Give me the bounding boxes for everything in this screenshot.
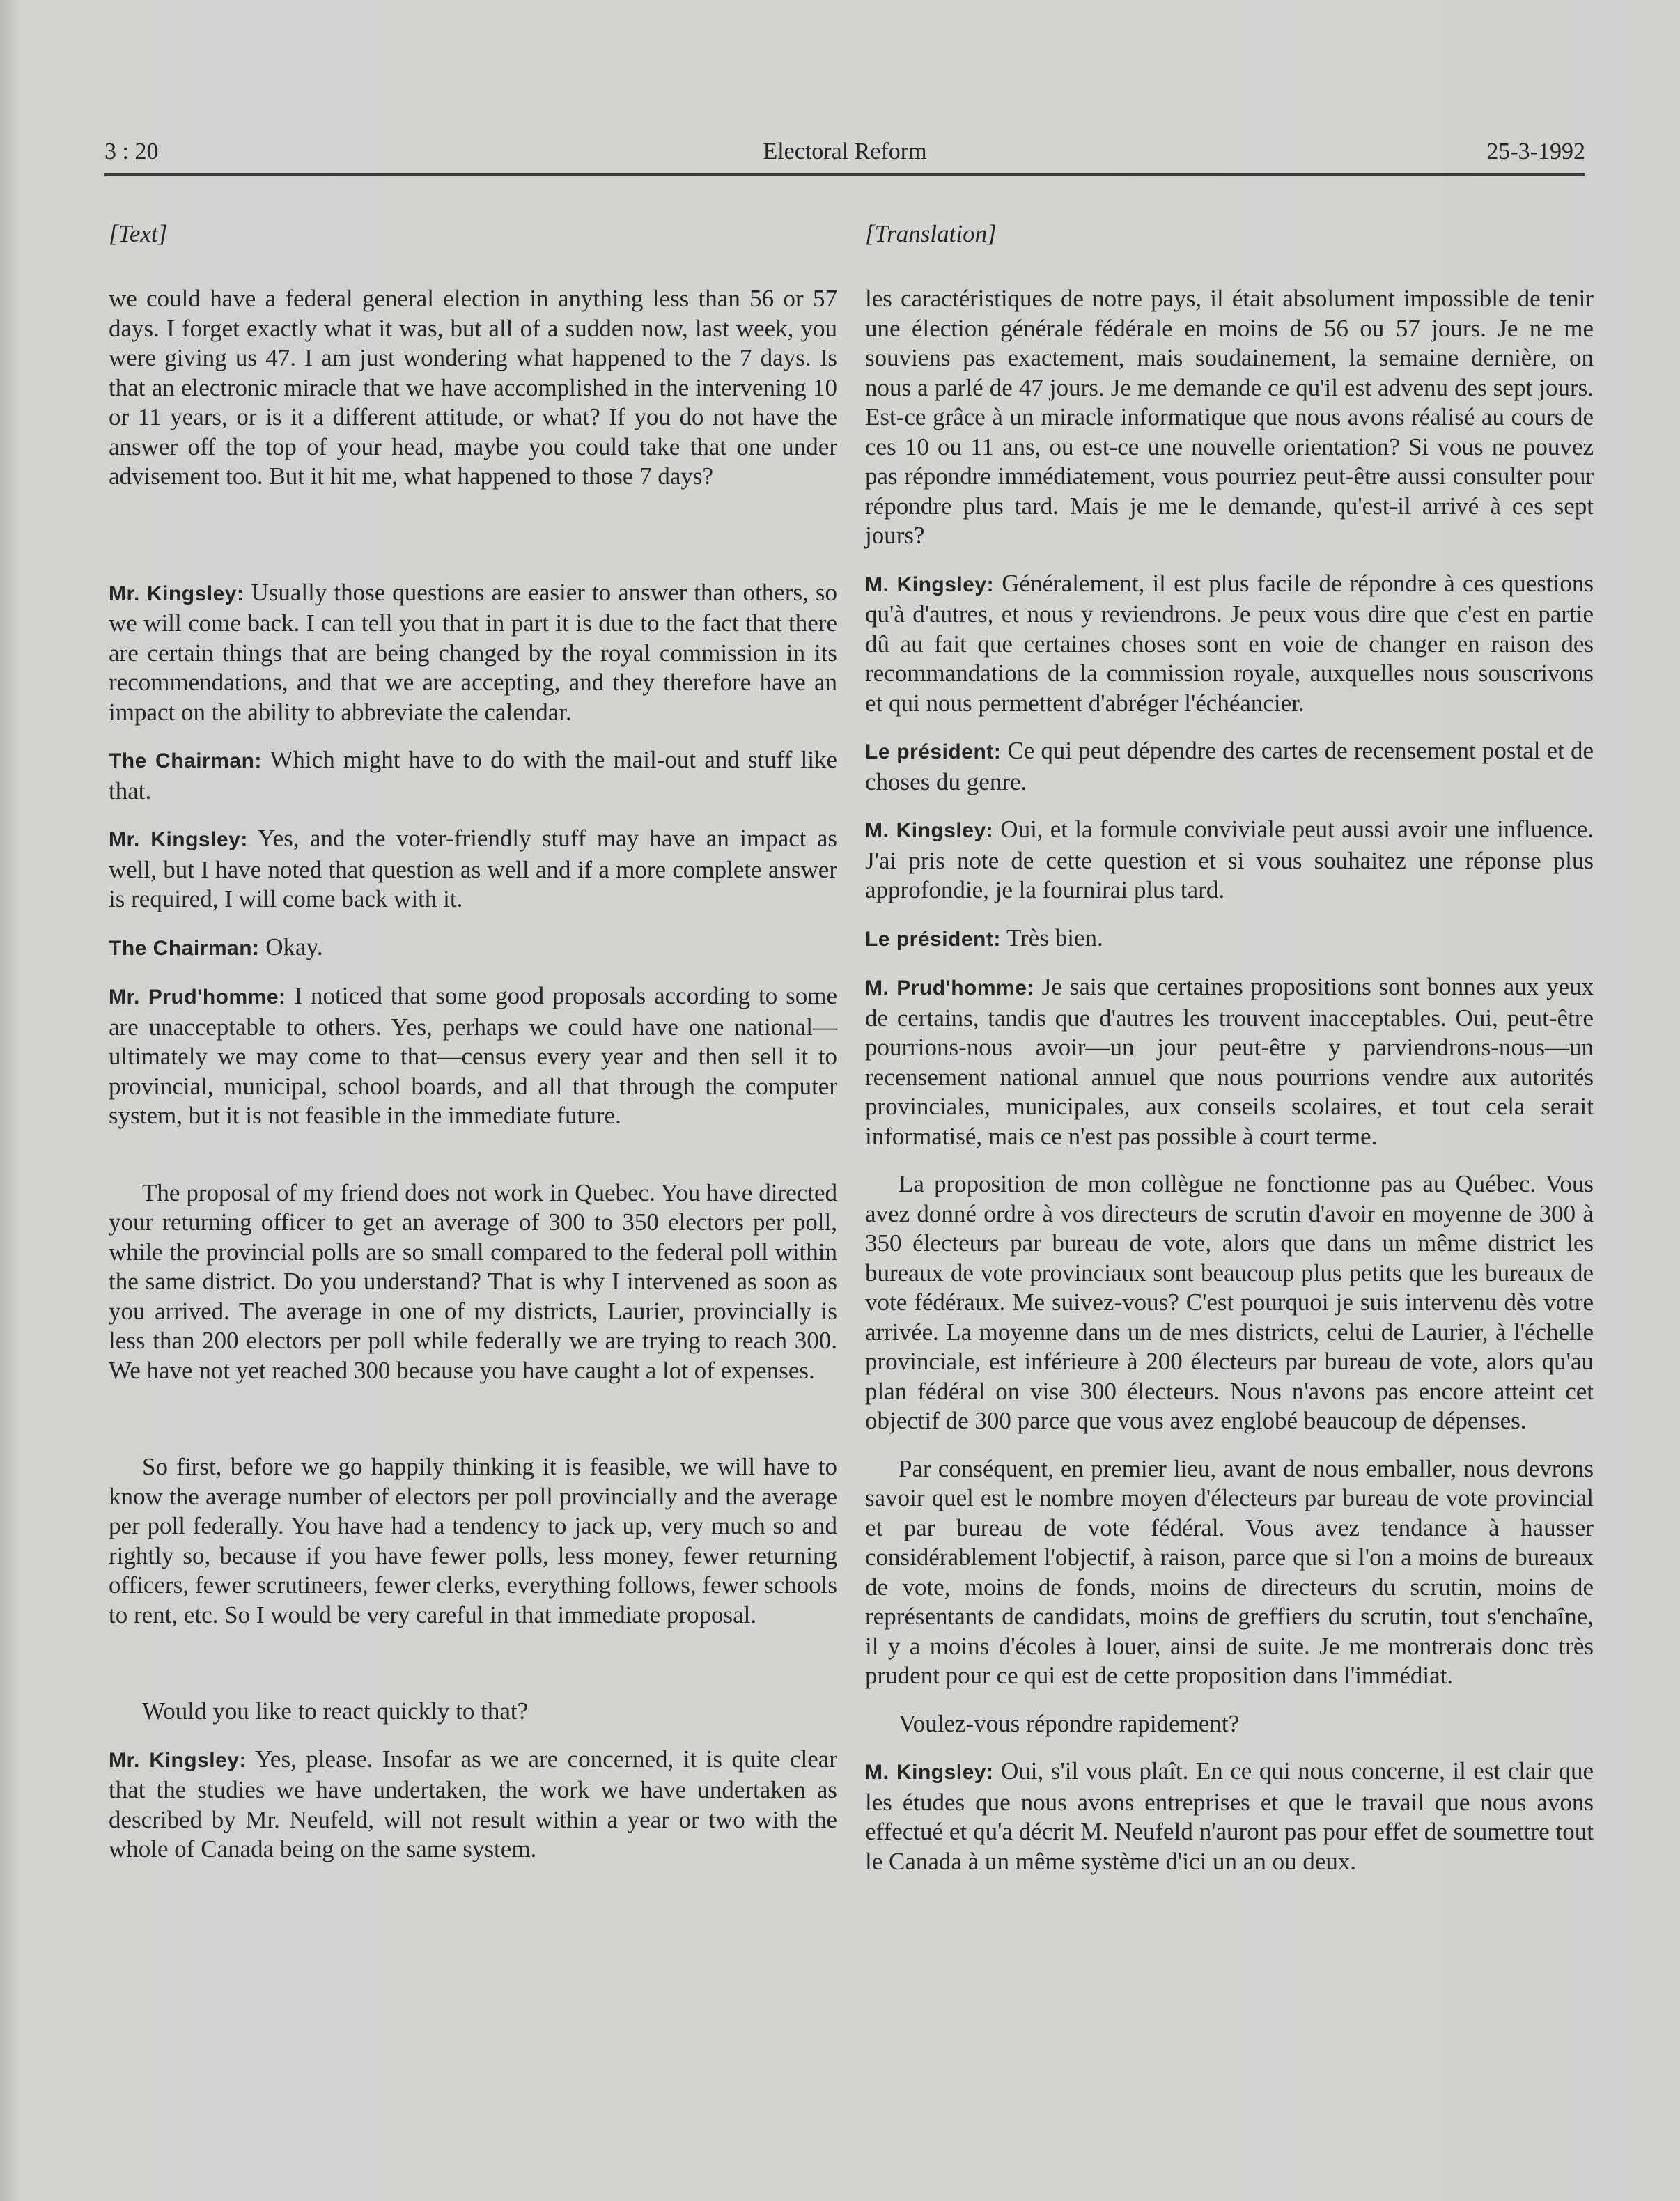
- paragraph: Mr. Prud'homme: I noticed that some good proposals according to some are unacceptable to others. Yes, perhaps we could have one national—ultimately we may come to that—census every year and then sell it to provincial, municipal, school boards, and all that through the computer system, but it is not feasible in the immediate future.: [109, 982, 838, 1129]
- speaker-name: The Chairman:: [109, 749, 262, 772]
- paragraph: So first, before we go happily thinking it is feasible, we will have to know the average number of electors per poll provincially and the average per poll federally. You have had a tendency to jack up, very much so and rightly so, because if you have fewer polls, less money, fewer returning officers, fewer scrutineers, fewer clerks, everything follows, fewer schools to rent, etc. So I would be very careful in that immediate proposal.: [109, 1453, 837, 1628]
- english-column: [109, 220, 837, 1865]
- paragraph: The proposal of my friend does not work in Quebec. You have directed your returning officer to get an average of 300 to 350 electors per poll, while the provincial polls are so small compared to the federal poll within the same district. Do you understand? That is why I intervened as soon as you arrived. The average in one of my districts, Laurier, provincially is less than 200 electors per poll while federally we are trying to reach 300. We have not yet reached 300 because you have caught a lot of expenses.: [109, 1179, 837, 1384]
- paragraph: les caractéristiques de notre pays, il était absolument impossible de tenir une élection générale fédérale en moins de 56 ou 57 jours. Je ne me souviens pas exactement, mais soudainement, la semaine dernière, on nous a parlé de 47 jours. Je me demande ce qu'il est advenu des sept jours. Est-ce grâce à un miracle informatique que nous avons réalisé au cours de ces 10 ou 11 ans, ou est-ce une nouvelle orientation? Si vous ne pouvez pas répondre immédiatement, vous pourriez peut-être aussi consulter pour répondre plus tard. Mais je me le demande, qu'est-il arrivé à ces sept jours?: [865, 285, 1594, 549]
- text-tag: [Text]: [109, 220, 168, 247]
- speaker-name: Mr. Prud'homme:: [109, 986, 286, 1009]
- paragraph: Le président: Très bien.: [865, 924, 1103, 951]
- page-number: 3 : 20: [104, 139, 159, 164]
- speaker-name: Le président:: [865, 927, 1001, 951]
- paragraph: M. Prud'homme: Je sais que certaines propositions sont bonnes aux yeux de certains, tandis que d'autres les trouvent inacceptables. Oui, peut-être pourrions-nous avoir—un jour peut-être y parviendrons-nous—un recensement national annuel que nous pourrions vendre aux autorités provinciales, municipales, aux conseils scolaires, et tout cela serait informatisé, mais ce n'est pas possible à court terme.: [865, 973, 1594, 1150]
- speaker-name: M. Kingsley:: [865, 573, 995, 596]
- paragraph: M. Kingsley: Oui, et la formule conviviale peut aussi avoir une influence. J'ai pris note de cette question et si vous souhaitez une réponse plus approfondie, je la fournirai plus tard.: [865, 816, 1594, 903]
- paragraph: Mr. Kingsley: Yes, please. Insofar as we are concerned, it is quite clear that the studies we have undertaken, the work we have undertaken as described by Mr. Neufeld, will not result within a year or two with the whole of Canada being on the same system.: [109, 1745, 837, 1862]
- paragraph: Mr. Kingsley: Usually those questions are easier to answer than others, so we will come back. I can tell you that in part it is due to the fact that there are certain things that are being changed by the royal commission in its recommendations, and that we are accepting, and they therefore have an impact on the ability to abbreviate the calendar.: [109, 578, 837, 726]
- speaker-name: Mr. Kingsley:: [109, 582, 244, 605]
- speaker-name: Mr. Kingsley:: [109, 828, 248, 851]
- paragraph: M. Kingsley: Généralement, il est plus facile de répondre à ces questions qu'à d'autres, et nous y reviendrons. Je peux vous dire que c'est en partie dû au fait que certaines choses sont en voie de changer en raison des recommandations de la commission royale, auxquelles nous souscrivons et qui nous permettent d'abréger l'échéancier.: [865, 569, 1594, 717]
- paragraph: Mr. Kingsley: Yes, and the voter-friendly stuff may have an impact as well, but I have noted that question as well and if a more complete answer is required, I will come back with it.: [109, 825, 837, 912]
- french-column: [865, 220, 1594, 1876]
- translation-tag: [Translation]: [865, 220, 997, 247]
- speaker-name: M. Kingsley:: [865, 819, 994, 842]
- paragraph: Le président: Ce qui peut dépendre des cartes de recensement postal et de choses du genre.: [865, 737, 1594, 795]
- paragraph: Par conséquent, en premier lieu, avant de nous emballer, nous devrons savoir quel est le nombre moyen d'électeurs par bureau de vote provincial et par bureau de vote fédéral. Vous avez tendance à hausser considérablement l'objectif, à raison, parce que si l'on a moins de bureaux de vote, moins de fonds, moins de directeurs du scrutin, moins de représentants de candidats, moins de greffiers du scrutin, tout s'enchaîne, il y a moins d'écoles à louer, ainsi de suite. Je me montrerais donc très prudent pour ce qui est de cette proposition dans l'immédiat.: [865, 1454, 1594, 1689]
- publication-title: Electoral Reform: [763, 139, 927, 164]
- publication-date: 25-3-1992: [1486, 139, 1585, 164]
- speaker-name: M. Prud'homme:: [865, 977, 1034, 1000]
- page-header: [104, 137, 1585, 176]
- speaker-name: Mr. Kingsley:: [109, 1748, 247, 1772]
- paragraph: M. Kingsley: Oui, s'il vous plaît. En ce qui nous concerne, il est clair que les études que nous avons entreprises et que le travail que nous avons effectué et qu'a décrit M. Neufeld n'auront pas pour effet de soumettre tout le Canada à un même système d'ici un an ou deux.: [865, 1757, 1594, 1875]
- paragraph: The Chairman: Okay.: [109, 933, 323, 960]
- speaker-name: M. Kingsley:: [865, 1761, 994, 1784]
- paragraph: Voulez-vous répondre rapidement?: [899, 1709, 1240, 1737]
- paragraph: La proposition de mon collègue ne fonctionne pas au Québec. Vous avez donné ordre à vos directeurs de scrutin d'avoir en moyenne de 300 à 350 électeurs par bureau de vote, alors que dans un même district les bureaux de vote provinciaux sont beaucoup plus petits que les bureaux de vote fédéraux. Me suivez-vous? C'est pourquoi je suis intervenu dès votre arrivée. La moyenne dans un de mes districts, celui de Laurier, à l'échelle provinciale, est inférieure à 200 électeurs par bureau de vote, alors qu'au plan fédéral on vise 300 électeurs. Nous n'avons pas encore atteint cet objectif de 300 parce que vous avez englobé beaucoup de dépenses.: [865, 1170, 1594, 1434]
- speaker-name: The Chairman:: [109, 936, 260, 960]
- paragraph: The Chairman: Which might have to do with the mail-out and stuff like that.: [109, 746, 837, 804]
- paragraph: Would you like to react quickly to that?: [142, 1697, 529, 1725]
- paragraph: we could have a federal general election in anything less than 56 or 57 days. I forget exactly what it was, but all of a sudden now, last week, you were giving us 47. I am just wondering what happened to the 7 days. Is that an electronic miracle that we have accomplished in the intervening 10 or 11 years, or is it a different attitude, or what? If you do not have the answer off the top of your head, maybe you could take that one under advisement too. But it hit me, what happened to those 7 days?: [109, 285, 837, 490]
- speaker-name: Le président:: [865, 740, 1002, 763]
